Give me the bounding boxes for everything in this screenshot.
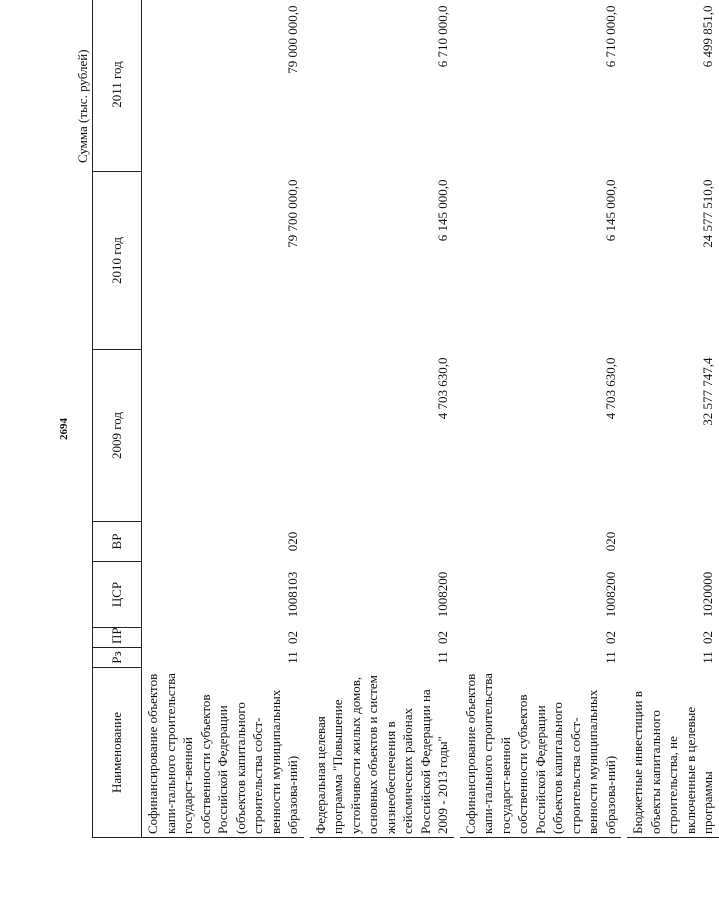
table-row bbox=[460, 0, 622, 838]
row-vr bbox=[310, 522, 454, 562]
header-2009: 2009 год bbox=[93, 350, 142, 522]
row-name: Софинансирование объектов капи-тального строительства государст-венной собственности субъектов Российской Федерации (объектов капитального строительства собст-венности муниципальных образова-ний) bbox=[460, 668, 622, 838]
row-rz: 11 bbox=[435, 651, 450, 664]
row-2010: 79 700 000,0 bbox=[285, 179, 300, 248]
row-vr: 020 bbox=[285, 531, 300, 552]
header-pr: ПР bbox=[93, 628, 142, 648]
row-2011: 6 710 000,0 bbox=[435, 5, 450, 68]
row-pr: 02 bbox=[285, 631, 300, 644]
table-row bbox=[627, 0, 719, 838]
row-vr bbox=[627, 522, 719, 562]
row-pr: 02 bbox=[700, 631, 715, 644]
row-2011: 79 000 000,0 bbox=[285, 5, 300, 74]
table-header bbox=[93, 0, 142, 838]
header-vr: ВР bbox=[93, 522, 142, 562]
units-label: Сумма (тыс. рублей) bbox=[75, 49, 90, 163]
row-pr: 02 bbox=[435, 631, 450, 644]
row-2010: 24 577 510,0 bbox=[700, 179, 715, 248]
row-rz: 11 bbox=[602, 651, 618, 664]
row-csr: 1008200 bbox=[602, 571, 618, 618]
row-name: Бюджетные инвестиции в объекты капитального строительства, не включенные в целевые программы bbox=[627, 668, 719, 838]
header-csr: ЦСР bbox=[93, 562, 142, 628]
row-2009: 4 703 630,0 bbox=[435, 357, 450, 420]
row-2009: 4 703 630,0 bbox=[602, 357, 618, 420]
row-2011: 6 499 851,0 bbox=[700, 5, 715, 68]
row-name: Софинансирование объектов капи-тального строительства государст-венной собственности субъектов Российской Федерации (объектов капитального строительства собст-венности муниципальных образова-ний) bbox=[142, 668, 304, 838]
page-number: 2694 bbox=[58, 418, 70, 440]
row-2009: 32 577 747,4 bbox=[700, 357, 715, 426]
row-csr: 1020000 bbox=[700, 571, 715, 618]
row-name: Федеральная целевая программа "Повышение устойчивости жилых домов, основных объектов и систем жизнеобеспечения в сейсмических районах Российской Федерации на 2009 - 2013 годы" bbox=[310, 668, 454, 838]
header-2011: 2011 год bbox=[93, 0, 142, 172]
row-rz: 11 bbox=[285, 651, 300, 664]
row-csr: 1008103 bbox=[285, 571, 300, 618]
header-name: Наименование bbox=[93, 668, 142, 838]
table-row bbox=[310, 0, 454, 838]
row-2009 bbox=[142, 350, 304, 522]
header-rz: Рз bbox=[93, 648, 142, 668]
row-2010: 6 145 000,0 bbox=[435, 179, 450, 242]
table-row bbox=[142, 0, 304, 838]
budget-table bbox=[92, 0, 719, 838]
row-vr: 020 bbox=[602, 531, 618, 552]
row-2011: 6 710 000,0 bbox=[602, 5, 618, 68]
row-2010: 6 145 000,0 bbox=[602, 179, 618, 242]
row-csr: 1008200 bbox=[435, 571, 450, 618]
header-2010: 2010 год bbox=[93, 172, 142, 350]
row-rz: 11 bbox=[700, 651, 715, 664]
row-pr: 02 bbox=[602, 631, 618, 644]
